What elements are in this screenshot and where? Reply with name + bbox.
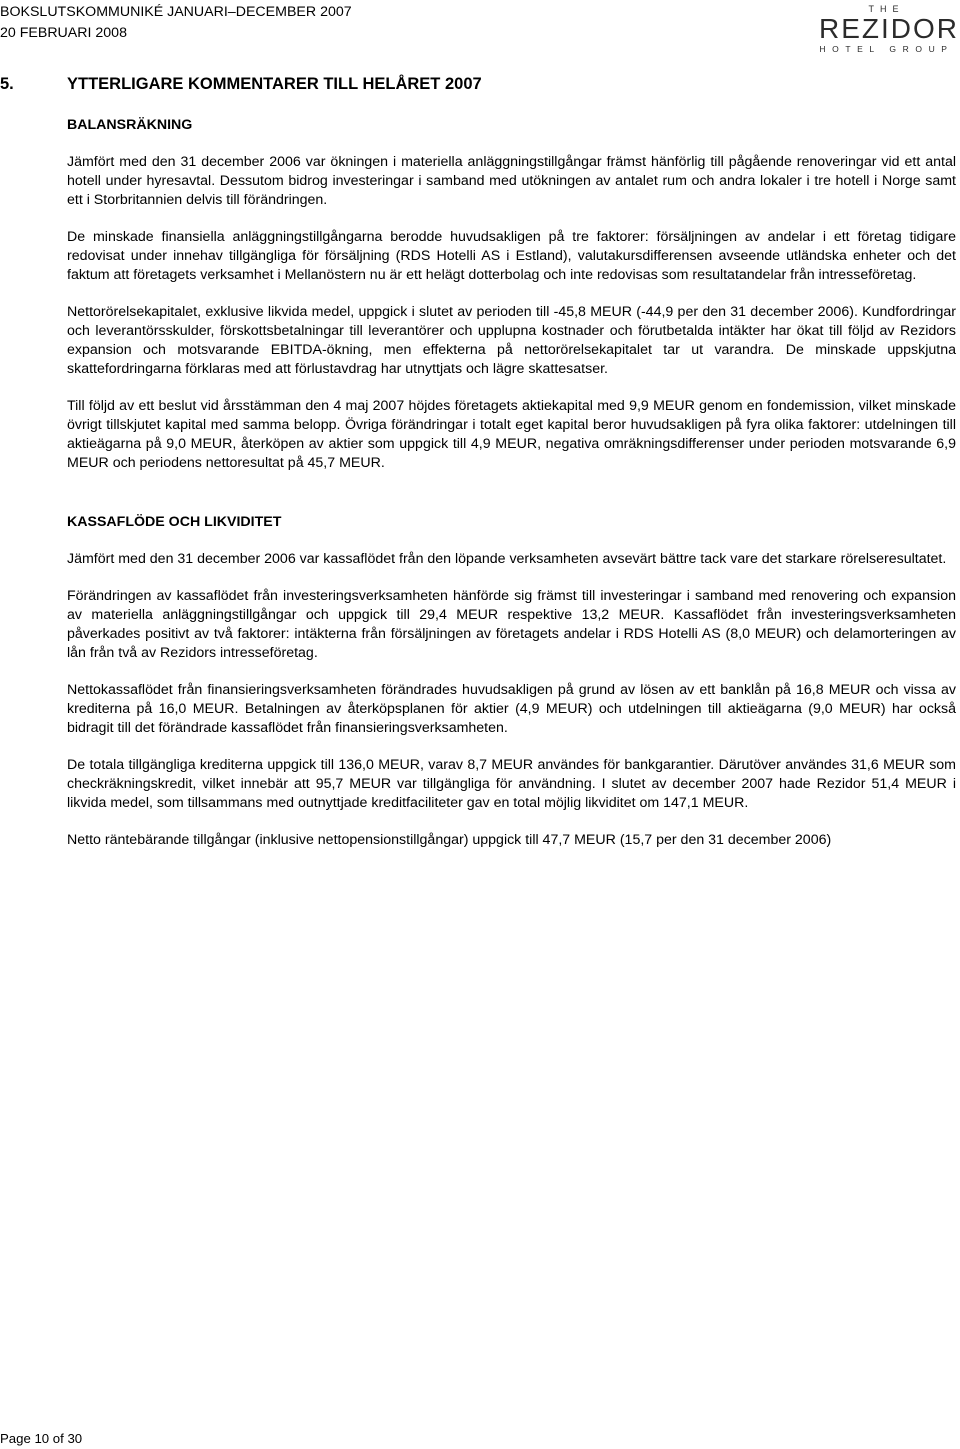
main-content bbox=[67, 116, 956, 868]
paragraph: Förändringen av kassaflödet från investeringsverksamheten hänförde sig främst till investeringar i samband med renovering och expansion av materiella anläggningstillgångar och uppgick till 29,4 MEUR respektive 13,2 MEUR. Kassaflödet från investeringsverksamheten påverkades positivt av två faktorer: intäkterna från försäljningen av företagets andelar i RDS Hotelli AS (8,0 MEUR) och delamorteringen av lån från två av Rezidors intresseföretag. bbox=[67, 588, 956, 661]
paragraph: Netto räntebärande tillgångar (inklusive nettopensionstillgångar) uppgick till 47,7 MEUR (15,7 per den 31 december 2006) bbox=[67, 832, 832, 848]
paragraph: Nettokassaflödet från finansieringsverksamheten förändrades huvudsakligen på grund av lösen av ett banklån på 16,8 MEUR och vissa av krediterna på 16,0 MEUR. Betalningen av återköpsplanen för aktier (4,9 MEUR) och utdelningen till aktieägarna (9,0 MEUR) har också bidragit till det förändrade kassaflödet från finansieringsverksamheten. bbox=[67, 682, 956, 736]
logo-the: THE bbox=[868, 4, 905, 14]
paragraph: Nettorörelsekapitalet, exklusive likvida medel, uppgick i slutet av perioden till -45,8 MEUR (-44,9 per den 31 december 2006). Kundfordringar och leverantörsskulder, förskottsbetalningar till leverantörer och upplupna kostnader och förutbetalda intäkter har ökat till följd av Rezidors expansion och motsvarande EBITDA-ökning, men effekterna på nettorörelsekapitalet tar ut varandra. De minskade uppskjutna skattefordringarna förklaras med att förlustavdrag har utnyttjats och lägre skattesatser. bbox=[67, 304, 956, 377]
paragraph: Jämfört med den 31 december 2006 var ökningen i materiella anläggningstillgångar främst hänförlig till pågående renoveringar vid ett antal hotell under hyresavtal. Dessutom bidrog investeringar i samband med utökningen av antalet rum och andra lokaler i tre hotell i Norge samt ett i Storbritannien delvis till förändringen. bbox=[67, 154, 956, 208]
section-title: YTTERLIGARE KOMMENTARER TILL HELÅRET 2007 bbox=[67, 75, 482, 93]
section-heading bbox=[0, 74, 482, 94]
paragraph: De minskade finansiella anläggningstillgångarna berodde huvudsakligen på tre faktorer: försäljningen av andelar i ett företag tidigare redovisat under innehav tillgängliga för försäljning (RDS Hotelli AS i Estland), valutakursdifferensen avseende utländska enheter och det faktum att företagets verksamhet i Mellanöstern nu är ett helägt dotterbolag och inte redovisas som resultatandelar från intresseföretag. bbox=[67, 229, 956, 283]
report-title: BOKSLUTSKOMMUNIKÉ JANUARI–DECEMBER 2007 bbox=[0, 4, 352, 20]
paragraph: De totala tillgängliga krediterna uppgick till 136,0 MEUR, varav 8,7 MEUR användes för bankgarantier. Därutöver användes 31,6 MEUR som checkräkningskredit, vilket innebär att 95,7 MEUR var tillgängliga för användning. I slutet av december 2007 hade Rezidor 51,4 MEUR i likvida medel, som tillsammans med outnyttjade kreditfaciliteter gav en total möjlig likviditet om 147,1 MEUR. bbox=[67, 757, 956, 811]
paragraph: Jämfört med den 31 december 2006 var kassaflödet från den löpande verksamheten avsevärt bättre tack vare det starkare rörelseresultatet. bbox=[67, 551, 947, 567]
report-date: 20 FEBRUARI 2008 bbox=[0, 25, 127, 41]
logo-sub: HOTEL GROUP bbox=[819, 44, 954, 54]
rezidor-logo bbox=[819, 4, 959, 55]
logo-name: REZIDOR bbox=[819, 13, 959, 44]
page-number: Page 10 of 30 bbox=[0, 1431, 83, 1446]
kassaflode-heading: KASSAFLÖDE OCH LIKVIDITET bbox=[67, 514, 282, 530]
document-header bbox=[0, 2, 352, 44]
balans-heading: BALANSRÄKNING bbox=[67, 117, 193, 133]
paragraph: Till följd av ett beslut vid årsstämman den 4 maj 2007 höjdes företagets aktiekapital med 9,9 MEUR genom en fondemission, vilket minskade övrigt tillskjutet kapital med samma belopp. Övriga förändringar i totalt eget kapital beror huvudsakligen på fyra olika faktorer: utdelningen till aktieägarna på 9,0 MEUR, återköpen av aktier som uppgick till 4,9 MEUR, negativa omräkningsdifferenser under perioden motsvarande 6,9 MEUR och periodens nettoresultat på 45,7 MEUR. bbox=[67, 398, 956, 471]
section-number: 5. bbox=[0, 75, 14, 93]
